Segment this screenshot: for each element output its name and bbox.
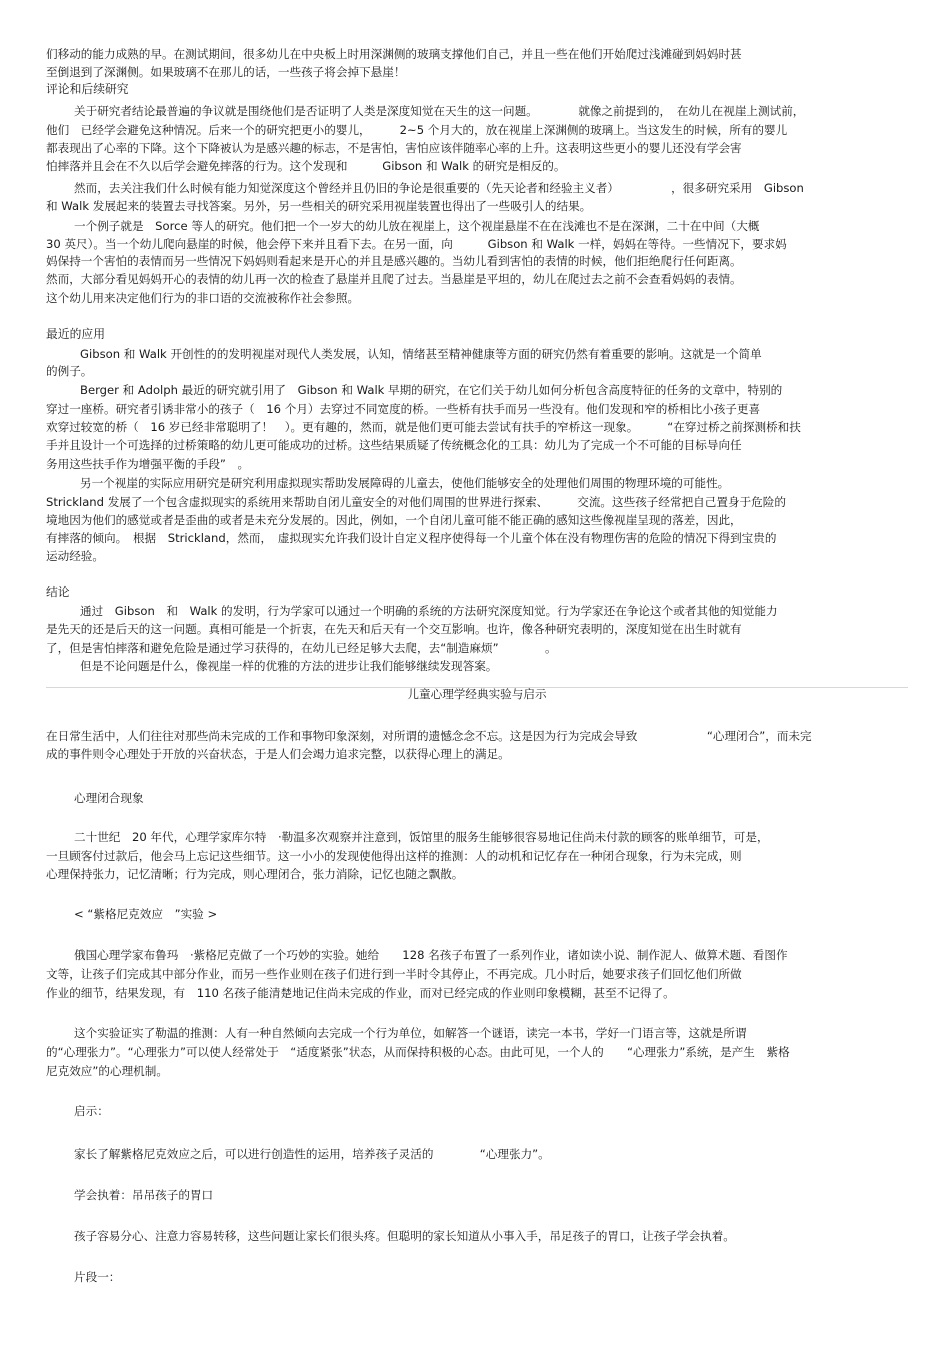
body-text-line: 30 英尺）。当一个幼儿爬向悬崖的时候，他会停下来并且看下去。在另一面，向 Gibson 和 Walk 一样，妈妈在等待。一些情况下，要求妈 bbox=[46, 237, 787, 251]
body-text-line: 通过 Gibson 和 Walk 的发明，行为学家可以通过一个明确的系统的方法研究深度知觉。行为学家还在争论这个或者其他的知觉能力 bbox=[80, 604, 778, 618]
body-text-line: 一个例子就是 Sorce 等人的研究。他们把一个一岁大的幼儿放在视崖上，这个视崖悬崖不在在浅滩也不是在深渊，二十在中间（大概 bbox=[74, 219, 760, 233]
body-text-line: 的“心理张力”。“心理张力”可以使人经常处于 “适度紧张”状态，从而保持积极的心态。由此可见，一个人的 “心理张力”系统，是产生 紫格 bbox=[46, 1045, 790, 1059]
section-heading-closure: 心理闭合现象 bbox=[74, 791, 144, 805]
body-text-line: 了，但是害怕摔落和避免危险是通过学习获得的，在幼儿已经足够大去爬，去“制造麻烦” 。 bbox=[46, 641, 557, 655]
body-text-line: 运动经验。 bbox=[46, 549, 104, 563]
section-heading-conclusion: 结论 bbox=[46, 585, 70, 599]
section-heading-insight: 启示： bbox=[74, 1104, 109, 1118]
body-text-line: 至倒退到了深渊侧。如果玻璃不在那儿的话，一些孩子将会掉下悬崖！ bbox=[46, 65, 406, 79]
body-text-line: 穿过一座桥。研究者引诱非常小的孩子（ 16 个月）去穿过不同宽度的桥。一些桥有扶手而另一些没有。他们发现和窄的桥相比小孩子更喜 bbox=[46, 402, 761, 416]
body-text-line: 二十世纪 20 年代，心理学家库尔特 ·勒温多次观察并注意到，饭馆里的服务生能够很容易地记住尚未付款的顾客的账单细节，可是， bbox=[74, 830, 769, 844]
body-text-line: 们移动的能力成熟的早。在测试期间，很多幼儿在中央板上时用深渊侧的玻璃支撑他们自己，并且一些在他们开始爬过浅滩碰到妈妈时甚 bbox=[46, 47, 742, 61]
body-text-line: 一旦顾客付过款后，他会马上忘记这些细节。这一小小的发现使他得出这样的推测：人的动机和记忆存在一种闭合现象，行为未完成，则 bbox=[46, 849, 742, 863]
body-text-line: 欢穿过较宽的桥（ 16 岁已经非常聪明了！ ）。更有趣的，然而，就是他们更可能去尝试有扶手的窄桥这一现象。 “在穿过桥之前探测桥和扶 bbox=[46, 420, 801, 434]
section-heading-fragment: 片段一： bbox=[74, 1270, 121, 1284]
body-text-line: 孩子容易分心、注意力容易转移，这些问题让家长们很头疼。但聪明的家长知道从小事入手，吊足孩子的胃口，让孩子学会执着。 bbox=[74, 1229, 735, 1243]
body-text-line: 关于研究者结论最普遍的争议就是围绕他们是否证明了人类是深度知觉在天生的这一问题。 就像之前提到的， 在幼儿在视崖上测试前， bbox=[74, 104, 805, 118]
body-text-line: 境地因为他们的感觉或者是歪曲的或者是未充分发展的。因此，例如，一个自闭儿童可能不能正确的感知这些像视崖呈现的落差，因此， bbox=[46, 513, 742, 527]
section-heading-review: 评论和后续研究 bbox=[46, 82, 129, 96]
body-text-line: 然而，去关注我们什么时候有能力知觉深度这个曾经并且仍旧的争论是很重要的（先天论者和经验主义者） ，很多研究采用 Gibson bbox=[74, 181, 804, 195]
body-text-line: 手并且设计一个可选择的过桥策略的幼儿更可能成功的过桥。这些结果质疑了传统概念化的工具：幼儿为了完成一个不可能的目标导向任 bbox=[46, 438, 742, 452]
body-text-line: Strickland 发展了一个包含虚拟现实的系统用来帮助自闭儿童安全的对他们周围的世界进行探索、 交流。这些孩子经常把自己置身于危险的 bbox=[46, 495, 786, 509]
body-text-line: 都表现出了心率的下降。这个下降被认为是感兴趣的标志，不是害怕，害怕应该伴随率心率的上升。这表明这些更小的婴儿还没有学会害 bbox=[46, 141, 742, 155]
body-text-line: 这个实验证实了勒温的推测：人有一种自然倾向去完成一个行为单位，如解答一个谜语，读完一本书，学好一门语言等，这就是所谓 bbox=[74, 1026, 747, 1040]
body-text-line: 另一个视崖的实际应用研究是研究利用虚拟现实帮助发展障碍的儿童去，使他们能够安全的处理他们周围的物理环境的可能性。 bbox=[80, 476, 730, 490]
body-text-line: 作业的细节，结果发现，有 110 名孩子能清楚地记住尚未完成的作业，而对已经完成的作业则印象模糊，甚至不记得了。 bbox=[46, 986, 675, 1000]
body-text-line: 怕摔落并且会在不久以后学会避免摔落的行为。这个发现和 Gibson 和 Walk 的研究是相反的。 bbox=[46, 159, 566, 173]
body-text-line: 的例子。 bbox=[46, 364, 93, 378]
body-text-line: 他们 已经学会避免这种情况。后来一个的研究把更小的婴儿， 2~5 个月大的，放在视崖上深渊侧的玻璃上。当这发生的时候，所有的婴儿 bbox=[46, 123, 788, 137]
body-text-line: 有摔落的倾向。 根据 Strickland，然而， 虚拟现实允许我们设计自定义程序使得每一个儿童个体在没有物理伤害的危险的情况下得到宝贵的 bbox=[46, 531, 777, 545]
body-text-line: 但是不论问题是什么，像视崖一样的优雅的方法的进步让我们能够继续发现答案。 bbox=[80, 659, 498, 673]
body-text-line: 心理保持张力，记忆清晰；行为完成，则心理闭合，张力消除，记忆也随之飘散。 bbox=[46, 867, 464, 881]
article-title: 儿童心理学经典实验与启示 bbox=[407, 687, 547, 701]
body-text-line: Gibson 和 Walk 开创性的的发明视崖对现代人类发展，认知，情绪甚至精神健康等方面的研究仍然有着重要的影响。这就是一个简单 bbox=[80, 347, 762, 361]
body-text-line: 俄国心理学家布鲁玛 ·紫格尼克做了一个巧妙的实验。她给 128 名孩子布置了一系列作业，诸如读小说、制作泥人、做算术题、看图作 bbox=[74, 948, 788, 962]
body-text-line: 这个幼儿用来决定他们行为的非口语的交流被称作社会参照。 bbox=[46, 291, 360, 305]
body-text-line: 和 Walk 发展起来的装置去寻找答案。另外，另一些相关的研究采用视崖装置也得出了一些吸引人的结果。 bbox=[46, 199, 592, 213]
body-text-line: 在日常生活中，人们往往对那些尚未完成的工作和事物印象深刻，对所谓的遗憾念念不忘。这是因为行为完成会导致 “心理闭合”，而未完 bbox=[46, 729, 812, 743]
body-text-line: Berger 和 Adolph 最近的研究就引用了 Gibson 和 Walk 早期的研究，在它们关于幼儿如何分析包含高度特征的任务的文章中，特别的 bbox=[80, 383, 783, 397]
section-heading-persist: 学会执着：吊吊孩子的胃口 bbox=[74, 1188, 214, 1202]
body-text-line: 文等，让孩子们完成其中部分作业，而另一些作业则在孩子们进行到一半时令其停止，不再完成。几小时后，她要求孩子们回忆他们所做 bbox=[46, 967, 742, 981]
body-text-line: 是先天的还是后天的这一问题。真相可能是一个折衷，在先天和后天有一个交互影响。也许，像各种研究表明的，深度知觉在出生时就有 bbox=[46, 622, 742, 636]
body-text-line: 然而，大部分看见妈妈开心的表情的幼儿再一次的检查了悬崖并且爬了过去。当悬崖是平坦的，幼儿在爬过去之前不会查看妈妈的表情。 bbox=[46, 272, 742, 286]
section-heading-experiment: < “紫格尼克效应 ”实验 > bbox=[74, 907, 218, 921]
body-text-line: 家长了解紫格尼克效应之后，可以进行创造性的运用，培养孩子灵活的 “心理张力”。 bbox=[74, 1147, 550, 1161]
body-text-line: 务用这些扶手作为增强平衡的手段” 。 bbox=[46, 457, 250, 471]
section-heading-recent: 最近的应用 bbox=[46, 327, 105, 341]
body-text-line: 妈保持一个害怕的表情而另一些情况下妈妈则看起来是开心的并且是感兴趣的。当幼儿看到害怕的表情的时候，他们拒绝爬行任何距离。 bbox=[46, 254, 742, 268]
body-text-line: 成的事件则令心理处于开放的兴奋状态，于是人们会竭力追求完整，以获得心理上的满足。 bbox=[46, 747, 510, 761]
body-text-line: 尼克效应”的心理机制。 bbox=[46, 1064, 168, 1078]
